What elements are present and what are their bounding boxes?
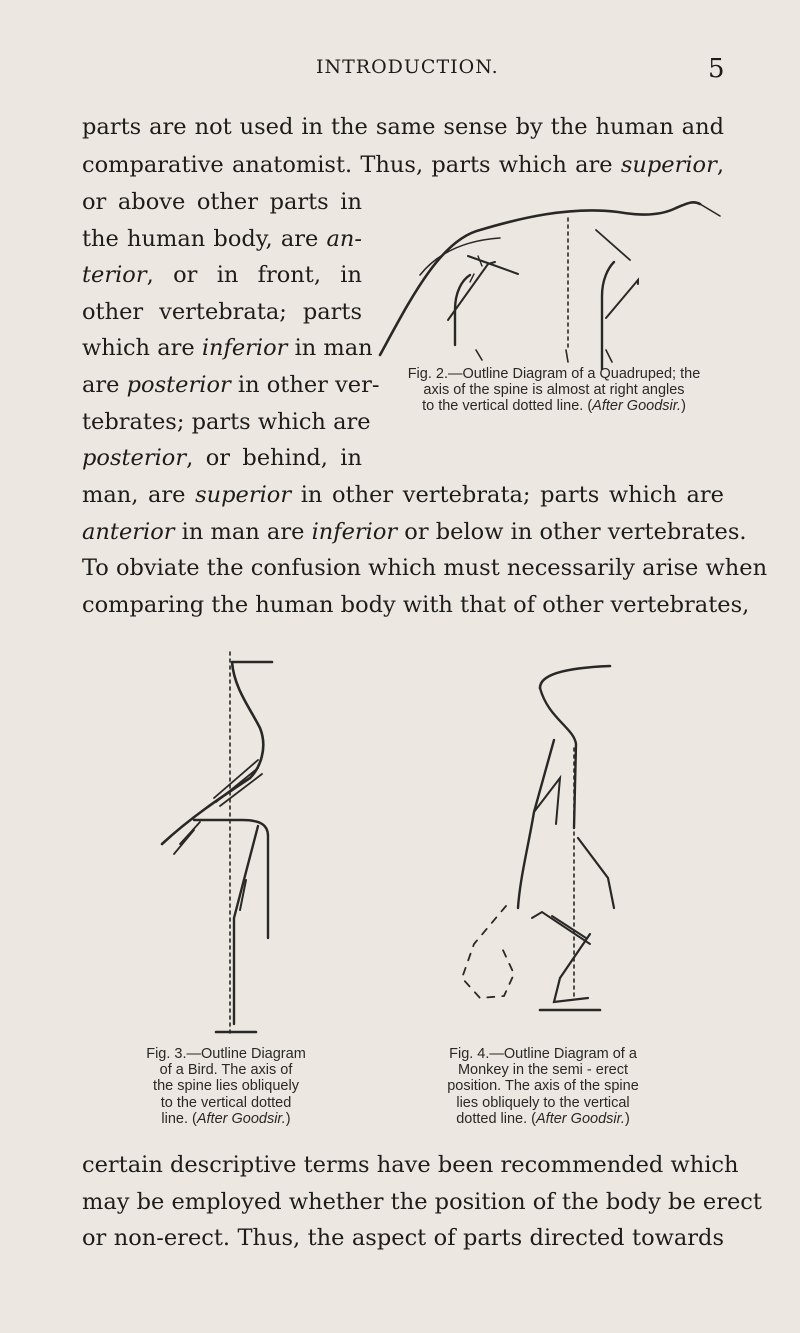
bird-tail: [174, 822, 200, 854]
text-line: the human body, are an-: [82, 226, 362, 252]
quadruped-leg-tips: [476, 350, 612, 362]
text-line: which are inferior in man: [82, 335, 373, 361]
bird-back-curve: [162, 778, 250, 844]
monkey-lower-leg: [554, 934, 590, 1002]
text-line: other vertebrata; parts: [82, 299, 362, 325]
monkey-hindlimb: [578, 838, 614, 908]
running-head: INTRODUCTION.: [316, 56, 499, 78]
page-header: [0, 56, 800, 96]
bird-leg: [234, 826, 258, 1024]
quadruped-back-outline-tail: [700, 204, 720, 216]
quadruped-back-outline: [380, 202, 700, 355]
quadruped-head-line: [468, 256, 518, 274]
text-line: or above other parts in: [82, 189, 362, 215]
text-line: comparative anatomist. Thus, parts which are superior,: [82, 152, 724, 178]
monkey-dashed-outline: [462, 906, 514, 998]
figure-4-caption: Fig. 4.—Outline Diagram of a Monkey in the semi - erect position. The axis of the spine lies obliquely to the vertical dotted line. (After Goodsir.): [447, 1046, 639, 1127]
page-number: 5: [708, 54, 725, 84]
text-line: terior, or in front, in: [82, 262, 362, 288]
quadruped-rump-line: [596, 230, 630, 260]
bird-wing: [214, 760, 262, 806]
quadruped-hindleg-diagonal: [606, 280, 638, 318]
text-line: are posterior in other ver-: [82, 372, 380, 398]
text-line: or non-erect. Thus, the aspect of parts directed towards: [82, 1225, 724, 1251]
monkey-diagram: [440, 648, 620, 1043]
text-line: anterior in man are inferior or below in other vertebrates.: [82, 519, 747, 545]
text-line: tebrates; parts which are: [82, 409, 371, 435]
quadruped-diagram: [370, 200, 730, 370]
monkey-front-line: [518, 740, 554, 908]
bird-diagram: [150, 648, 310, 1043]
monkey-head-outline: [540, 666, 610, 688]
text-line: posterior, or behind, in: [82, 445, 362, 471]
text-line: may be employed whether the position of the body be erect: [82, 1189, 762, 1215]
quadruped-neck-line: [448, 262, 495, 320]
text-line: certain descriptive terms have been recommended which: [82, 1152, 739, 1178]
text-line: To obviate the confusion which must necessarily arise when: [82, 555, 768, 581]
bird-neck-outline: [232, 662, 272, 778]
text-line: parts are not used in the same sense by the human and: [82, 114, 724, 140]
text-line: man, are superior in other vertebrata; parts which are: [82, 482, 724, 508]
monkey-thigh: [532, 912, 590, 944]
quadruped-foreleg: [455, 275, 470, 345]
figure-2-caption: Fig. 2.—Outline Diagram of a Quadruped; the axis of the spine is almost at right angles to the vertical dotted line. (After Goodsir.): [407, 366, 701, 415]
figure-3-caption: Fig. 3.—Outline Diagram of a Bird. The axis of the spine lies obliquely to the vertical dotted line. (After Goodsir.): [146, 1046, 306, 1127]
bird-body: [194, 820, 268, 938]
text-line: comparing the human body with that of other vertebrates,: [82, 592, 750, 618]
